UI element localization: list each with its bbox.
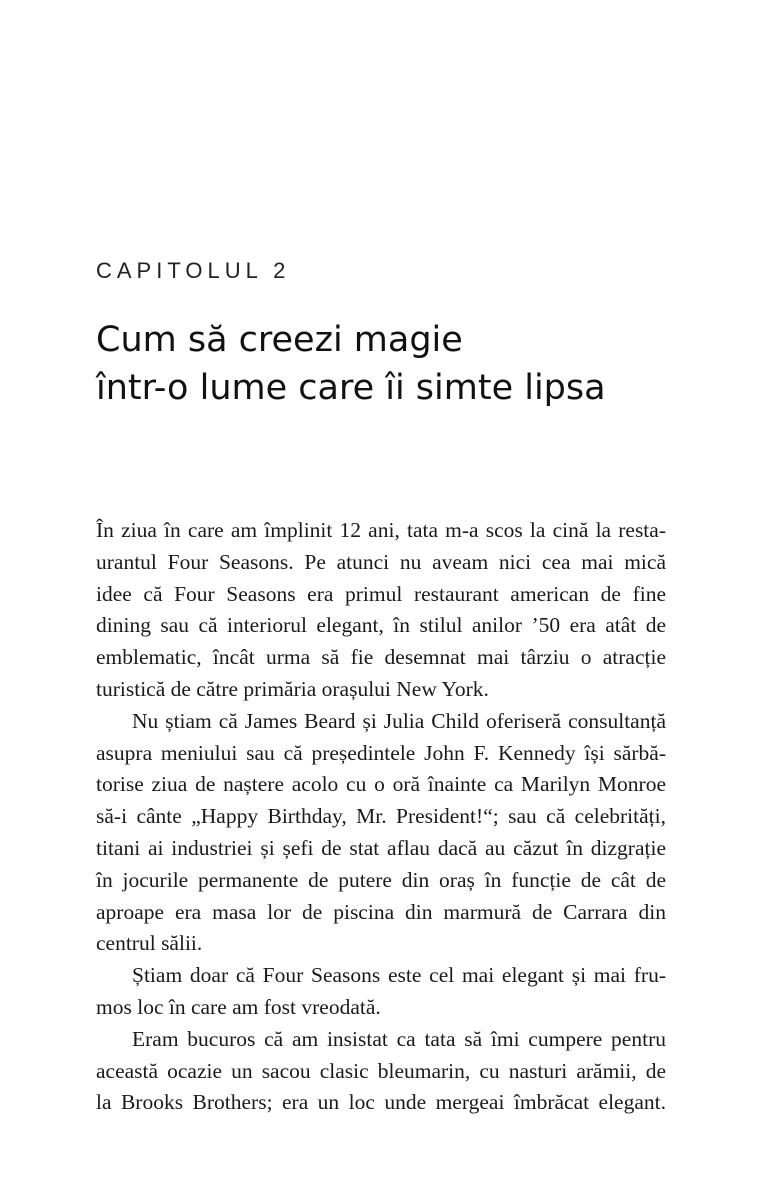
- text-line: turistică de către primăria orașului New York.: [96, 676, 489, 701]
- text-line: torise ziua de naștere acolo cu o oră înainte ca Marilyn Monroe: [96, 772, 666, 797]
- paragraph-3: [96, 960, 666, 1024]
- paragraph-1: [96, 515, 666, 706]
- paragraph-2: [96, 706, 666, 960]
- text-line: să-i cânte „Happy Birthday, Mr. President!“; sau că celebrități,: [96, 804, 666, 829]
- text-line: asupra meniului sau că președintele John F. Kennedy își sărbă-: [96, 740, 666, 765]
- chapter-label: CAPITOLUL 2: [96, 258, 291, 283]
- chapter-title-line-2: într-o lume care îi simte lipsa: [96, 368, 606, 408]
- paragraph-4: [96, 1024, 666, 1119]
- chapter-title: [96, 316, 736, 412]
- body-text: [96, 515, 666, 1119]
- text-line: la Brooks Brothers; era un loc unde mergeai îmbrăcat elegant.: [96, 1090, 666, 1115]
- text-line: Nu știam că James Beard și Julia Child oferiseră consultanță: [132, 708, 666, 733]
- text-line: această ocazie un sacou clasic bleumarin, cu nasturi arămii, de: [96, 1058, 666, 1083]
- text-line: emblematic, încât urma să fie desemnat mai târziu o atracție: [96, 645, 666, 670]
- text-line: centrul sălii.: [96, 931, 203, 956]
- text-line: aproape era masa lor de piscina din marmură de Carrara din: [96, 899, 666, 924]
- text-line: idee că Four Seasons era primul restaurant american de fine: [96, 581, 666, 606]
- text-line: urantul Four Seasons. Pe atunci nu aveam nici cea mai mică: [96, 549, 666, 574]
- text-line: titani ai industriei și șefi de stat aflau dacă au căzut în dizgrație: [96, 835, 666, 860]
- text-line: mos loc în care am fost vreodată.: [96, 994, 381, 1019]
- text-line: dining sau că interiorul elegant, în stilul anilor ’50 era atât de: [96, 613, 666, 638]
- text-line: în jocurile permanente de putere din oraș în funcție de cât de: [96, 867, 666, 892]
- chapter-title-line-1: Cum să creezi magie: [96, 320, 463, 360]
- text-line: Eram bucuros că am insistat ca tata să îmi cumpere pentru: [132, 1026, 666, 1051]
- text-line: În ziua în care am împlinit 12 ani, tata m-a scos la cină la resta-: [96, 518, 666, 542]
- text-line: Știam doar că Four Seasons este cel mai elegant și mai fru-: [132, 963, 666, 988]
